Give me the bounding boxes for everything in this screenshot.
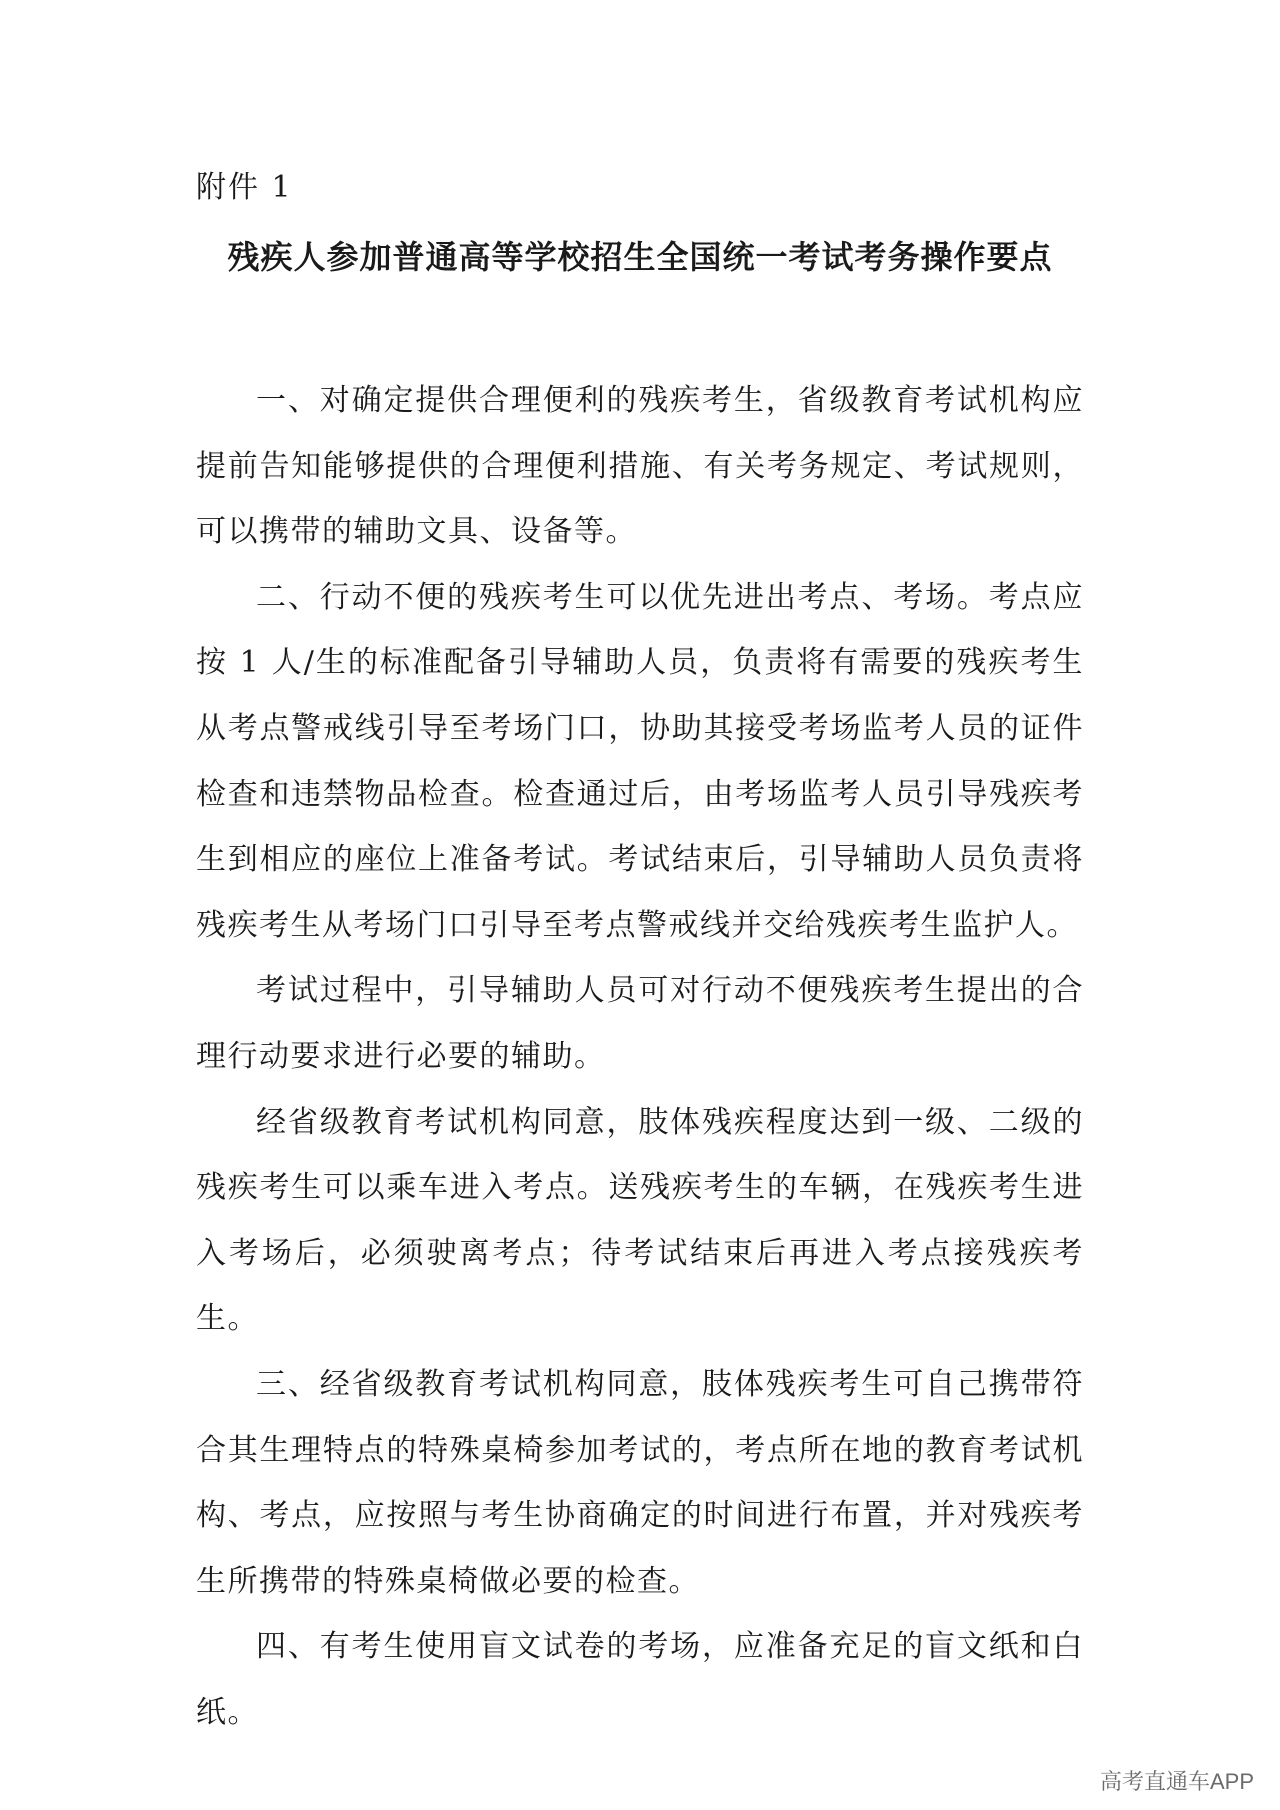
paragraph-3: 考试过程中，引导辅助人员可对行动不便残疾考生提出的合理行动要求进行必要的辅助。: [196, 973, 1084, 1074]
watermark: 高考直通车APP: [1099, 1769, 1254, 1794]
paragraph-1: 一、对确定提供合理便利的残疾考生，省级教育考试机构应提前告知能够提供的合理便利措施、有关考务规定、考试规则，可以携带的辅助文具、设备等。: [196, 383, 1084, 550]
attachment-label: 附件 1: [196, 170, 293, 205]
paragraph-6: 四、有考生使用盲文试卷的考场，应准备充足的盲文纸和白纸。: [196, 1629, 1084, 1730]
paragraph-2: 二、行动不便的残疾考生可以优先进出考点、考场。考点应按 1 人/生的标准配备引导辅助人员，负责将有需要的残疾考生从考点警戒线引导至考场门口，协助其接受考场监考人员的证件检查和违禁物品检查。检查通过后，由考场监考人员引导残疾考生到相应的座位上准备考试。考试结束后，引导辅助人员负责将残疾考生从考场门口引导至考点警戒线并交给残疾考生监护人。: [196, 579, 1084, 943]
paragraph-4: 经省级教育考试机构同意，肢体残疾程度达到一级、二级的残疾考生可以乘车进入考点。送残疾考生的车辆，在残疾考生进入考场后，必须驶离考点；待考试结束后再进入考点接残疾考生。: [196, 1104, 1084, 1337]
document-body: [196, 368, 1084, 1745]
document-title: 残疾人参加普通高等学校招生全国统一考试考务操作要点: [227, 238, 1053, 276]
paragraph-5: 三、经省级教育考试机构同意，肢体残疾考生可自己携带符合其生理特点的特殊桌椅参加考试的，考点所在地的教育考试机构、考点，应按照与考生协商确定的时间进行布置，并对残疾考生所携带的特殊桌椅做必要的检查。: [196, 1366, 1084, 1599]
